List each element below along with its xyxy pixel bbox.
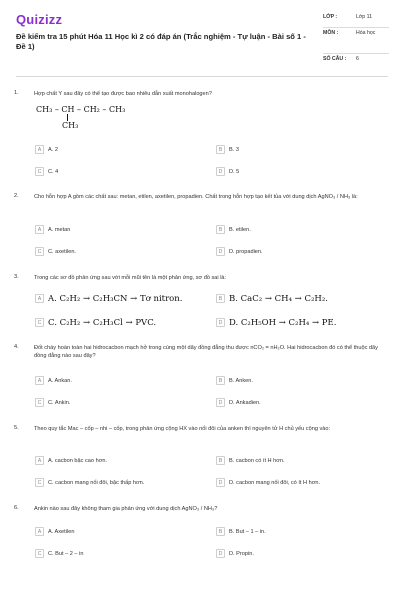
option-letter-box: A	[35, 376, 44, 385]
option-d[interactable]	[216, 166, 239, 177]
option-text: C. cacbon mang nối đôi, bậc thấp hơn.	[48, 479, 145, 486]
option-d[interactable]	[216, 246, 263, 257]
question-number: 4.	[14, 344, 19, 350]
option-d[interactable]	[216, 397, 261, 408]
option-text: D. Ankadien.	[229, 399, 261, 406]
option-b[interactable]	[216, 293, 328, 304]
question-number: 6.	[14, 505, 19, 511]
class-row	[323, 12, 389, 28]
option-text: A. Ankan.	[48, 377, 72, 384]
option-letter-box: C	[35, 478, 44, 487]
question-text: Đốt cháy hoàn toàn hai hidrocacbon mạch hở trong cùng một dãy đồng đẳng thu được nCO₂ = nH₂O. Hai hidrocacbon đó có thể thuộc dãy đồng đẳng nào sau đây?	[34, 345, 378, 359]
option-letter-box: C	[35, 247, 44, 256]
question-count-value: 6	[356, 56, 359, 62]
option-a[interactable]	[35, 526, 74, 537]
option-text: A. C₂H₂ → C₂H₃CN → Tơ nitron.	[48, 293, 183, 304]
option-letter-box: B	[216, 376, 225, 385]
option-letter-box: B	[216, 145, 225, 154]
option-text: C. But – 2 – in	[48, 550, 84, 557]
option-c[interactable]	[35, 317, 156, 328]
page-title: Đề kiểm tra 15 phút Hóa 11 Học kì 2 có đáp án (Trắc nghiệm - Tự luận - Bài số 1 - Đề 1)	[16, 32, 306, 51]
option-d[interactable]	[216, 548, 254, 559]
option-b[interactable]	[216, 526, 266, 537]
structural-formula-branch: CH₃	[62, 121, 79, 130]
subject-row	[323, 28, 389, 54]
option-a[interactable]	[35, 455, 107, 466]
question-count-label: SỐ CÂU :	[323, 56, 347, 62]
option-text: A. cacbon bậc cao hơn.	[48, 457, 108, 464]
option-letter-box: B	[216, 225, 225, 234]
option-letter-box: C	[35, 167, 44, 176]
option-c[interactable]	[35, 548, 83, 559]
option-text: C. C₂H₂ → C₂H₃Cl → PVC.	[48, 317, 157, 328]
class-label: LỚP :	[323, 14, 338, 20]
question-number: 3.	[14, 274, 19, 280]
question-text: Hợp chất Y sau đây có thể tạo được bao nhiêu dẫn xuất monohalogen?	[34, 91, 212, 97]
option-c[interactable]	[35, 246, 76, 257]
option-text: C. axetilen.	[48, 248, 76, 255]
option-letter-box: C	[35, 549, 44, 558]
option-letter-box: A	[35, 456, 44, 465]
option-text: B. But – 1 – in.	[229, 528, 266, 535]
option-letter-box: A	[35, 294, 44, 303]
option-letter-box: B	[216, 294, 225, 303]
option-c[interactable]	[35, 166, 58, 177]
option-text: C. 4	[48, 168, 59, 175]
option-text: D. cacbon mang nối đôi, có ít H hơn.	[229, 479, 321, 486]
option-text: D. Propin.	[229, 550, 254, 557]
question-text: Theo quy tắc Mac – cốp – nhi – cốp, trong phản ứng cộng HX vào nối đôi của anken thì nguyên tử H chủ yếu cộng vào:	[34, 426, 331, 432]
option-letter-box: C	[35, 398, 44, 407]
option-letter-box: B	[216, 527, 225, 536]
option-letter-box: A	[35, 527, 44, 536]
question-number: 2.	[14, 193, 19, 199]
option-text: A. 2	[48, 146, 58, 153]
option-letter-box: D	[216, 318, 225, 327]
option-b[interactable]	[216, 224, 251, 235]
option-letter-box: D	[216, 549, 225, 558]
option-a[interactable]	[35, 224, 70, 235]
option-text: A. metan	[48, 226, 71, 233]
worksheet-meta	[323, 12, 389, 69]
option-text: C. Ankin.	[48, 399, 71, 406]
option-letter-box: D	[216, 398, 225, 407]
question-text: Trong các sơ đồ phản ứng sau với mỗi mũi tên là một phản ứng, sơ đồ sai là:	[34, 275, 227, 281]
option-d[interactable]	[216, 317, 336, 328]
option-text: D. propadien.	[229, 248, 263, 255]
question-text: Ankin nào sau đây không tham gia phản ứng với dung dịch AgNO₃ / NH₃?	[34, 506, 218, 512]
class-value: Lớp 11	[356, 14, 372, 20]
option-a[interactable]	[35, 293, 182, 304]
option-b[interactable]	[216, 144, 239, 155]
question-number: 5.	[14, 425, 19, 431]
option-text: D. 5	[229, 168, 240, 175]
option-text: B. CaC₂ → CH₄ → C₂H₂.	[229, 293, 328, 304]
question-text: Cho hỗn hợp A gồm các chất sau: metan, etilen, axetilen, propadien. Chất trong hỗn hợp tạo kết tủa với dung dịch AgNO₃ / NH₃ là:	[34, 194, 358, 200]
option-text: B. 3	[229, 146, 239, 153]
option-letter-box: D	[216, 247, 225, 256]
option-b[interactable]	[216, 455, 285, 466]
option-letter-box: D	[216, 167, 225, 176]
branch-bond	[67, 114, 68, 121]
option-a[interactable]	[35, 144, 58, 155]
option-text: D. C₂H₅OH → C₂H₄ → PE.	[229, 317, 337, 328]
option-a[interactable]	[35, 375, 72, 386]
option-letter-box: B	[216, 456, 225, 465]
question-count-row	[323, 54, 389, 69]
option-text: B. etilen.	[229, 226, 251, 233]
option-text: B. cacbon có ít H hơn.	[229, 457, 285, 464]
question-number: 1.	[14, 90, 19, 96]
option-text: A. Axetilen	[48, 528, 75, 535]
option-letter-box: C	[35, 318, 44, 327]
structural-formula-main: CH₃ – CH – CH₂ – CH₃	[36, 105, 126, 114]
option-b[interactable]	[216, 375, 253, 386]
option-letter-box: A	[35, 145, 44, 154]
option-letter-box: D	[216, 478, 225, 487]
subject-value: Hóa học	[356, 30, 376, 36]
option-c[interactable]	[35, 397, 70, 408]
option-c[interactable]	[35, 477, 144, 488]
subject-label: MÔN :	[323, 30, 339, 36]
option-letter-box: A	[35, 225, 44, 234]
header-divider	[16, 76, 388, 77]
option-d[interactable]	[216, 477, 320, 488]
quizizz-logo: Quizizz	[16, 12, 63, 27]
option-text: B. Anken.	[229, 377, 253, 384]
